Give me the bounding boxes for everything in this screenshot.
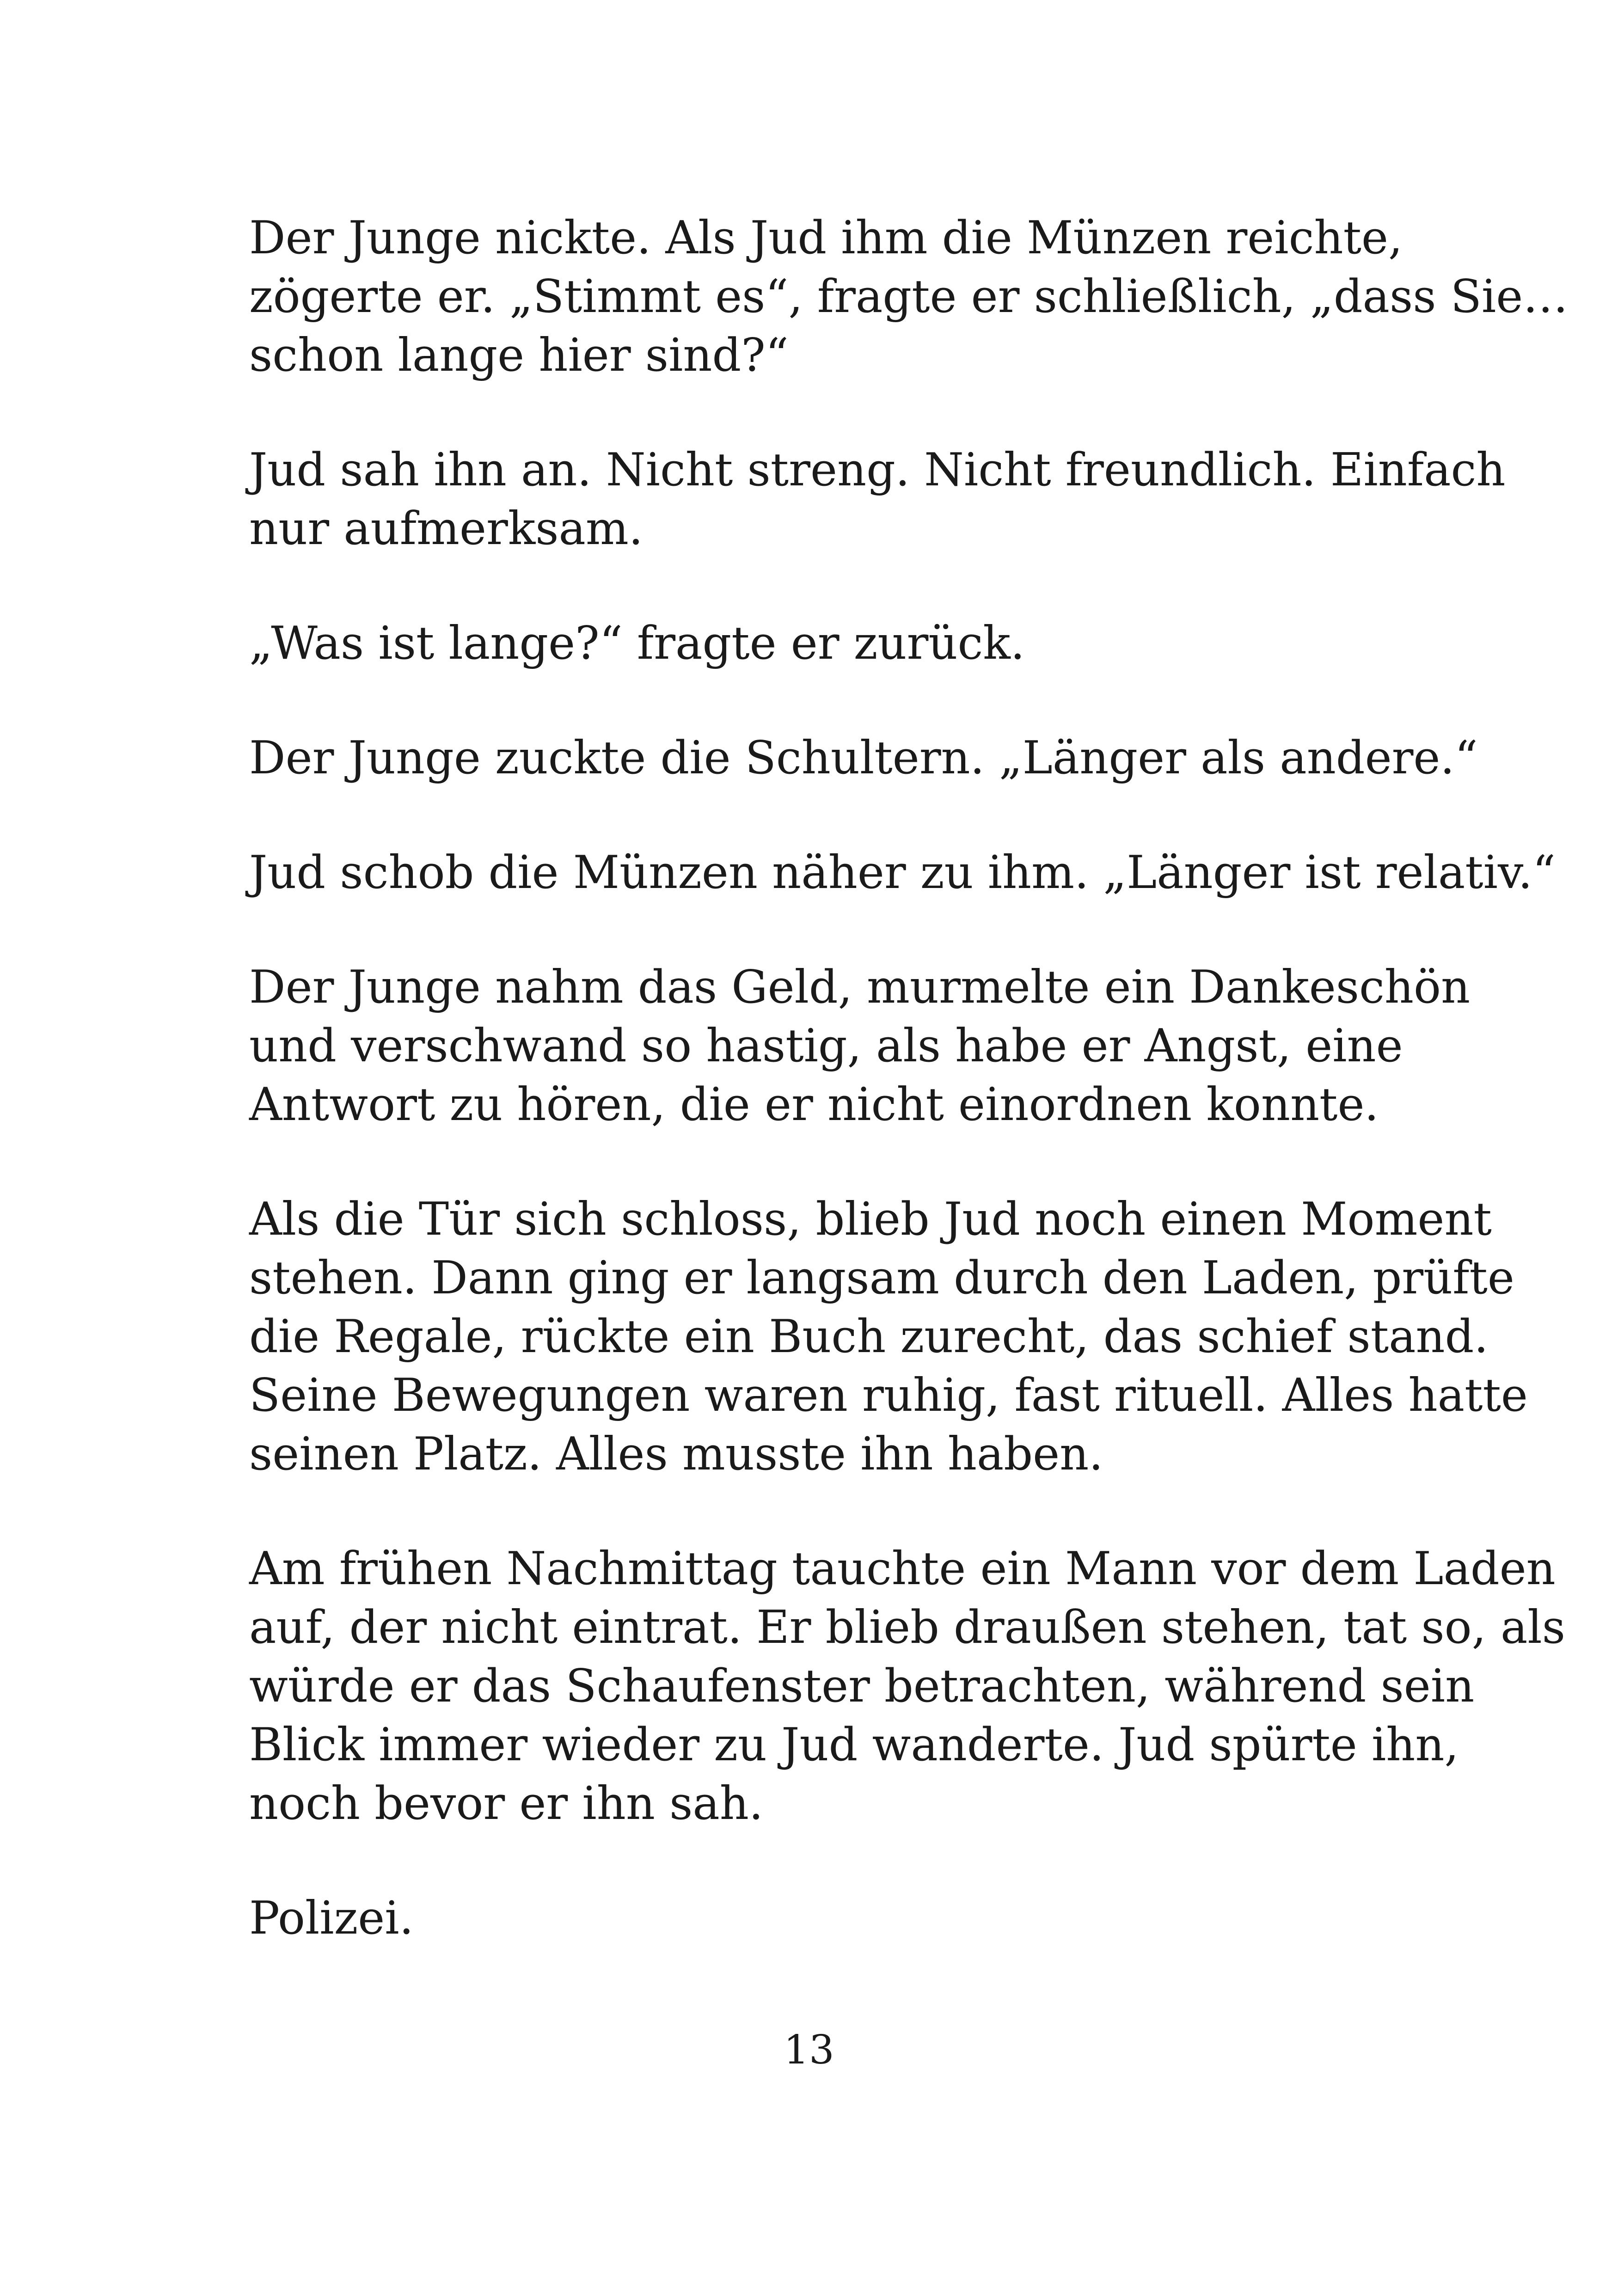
text-line: Der Junge nickte. Als Jud ihm die Münzen reichte, — [249, 212, 1403, 264]
text-line: Als die Tür sich schloss, blieb Jud noch einen Moment — [249, 1193, 1492, 1246]
paragraph-9 — [249, 1889, 1497, 1948]
paragraph-1 — [249, 209, 1569, 385]
text-line: und verschwand so hastig, als habe er Angst, eine — [249, 1020, 1403, 1072]
paragraph-7 — [249, 1190, 1528, 1484]
body-text — [249, 209, 1569, 2004]
text-line: Antwort zu hören, die er nicht einordnen konnte. — [249, 1078, 1379, 1131]
text-line: auf, der nicht eintrat. Er blieb draußen stehen, tat so, als — [249, 1601, 1566, 1654]
text-line: würde er das Schaufenster betrachten, während sein — [249, 1660, 1475, 1713]
text-line: Seine Bewegungen waren ruhig, fast rituell. Alles hatte — [249, 1369, 1528, 1422]
text-line: Der Junge zuckte die Schultern. „Länger als andere.“ — [249, 732, 1478, 784]
text-line: schon lange hier sind?“ — [249, 329, 789, 382]
paragraph-3 — [249, 614, 1497, 673]
paragraph-5 — [249, 844, 1556, 902]
paragraph-8 — [249, 1540, 1566, 1833]
text-line: stehen. Dann ging er langsam durch den Laden, prüfte — [249, 1252, 1514, 1304]
text-line: Blick immer wieder zu Jud wanderte. Jud spürte ihn, — [249, 1719, 1459, 1771]
text-line: Polizei. — [249, 1892, 414, 1945]
text-line: „Was ist lange?“ fragte er zurück. — [249, 617, 1025, 670]
page-number: 13 — [784, 2027, 834, 2073]
text-line: Am frühen Nachmittag tauchte ein Mann vor dem Laden — [249, 1543, 1556, 1595]
text-line: seinen Platz. Alles musste ihn haben. — [249, 1428, 1103, 1481]
paragraph-6 — [249, 958, 1497, 1134]
paragraph-2 — [249, 441, 1506, 558]
text-line: nur aufmerksam. — [249, 502, 643, 555]
text-line: zögerte er. „Stimmt es“, fragte er schließlich, „dass Sie… — [249, 270, 1569, 323]
text-line: Jud schob die Münzen näher zu ihm. „Länger ist relativ.“ — [249, 846, 1556, 899]
paragraph-4 — [249, 729, 1497, 788]
text-line: Jud sah ihn an. Nicht streng. Nicht freundlich. Einfach — [249, 444, 1506, 496]
text-line: noch bevor er ihn sah. — [249, 1777, 764, 1830]
text-line: Der Junge nahm das Geld, murmelte ein Dankeschön — [249, 961, 1471, 1014]
text-line: die Regale, rückte ein Buch zurecht, das schief stand. — [249, 1310, 1489, 1363]
